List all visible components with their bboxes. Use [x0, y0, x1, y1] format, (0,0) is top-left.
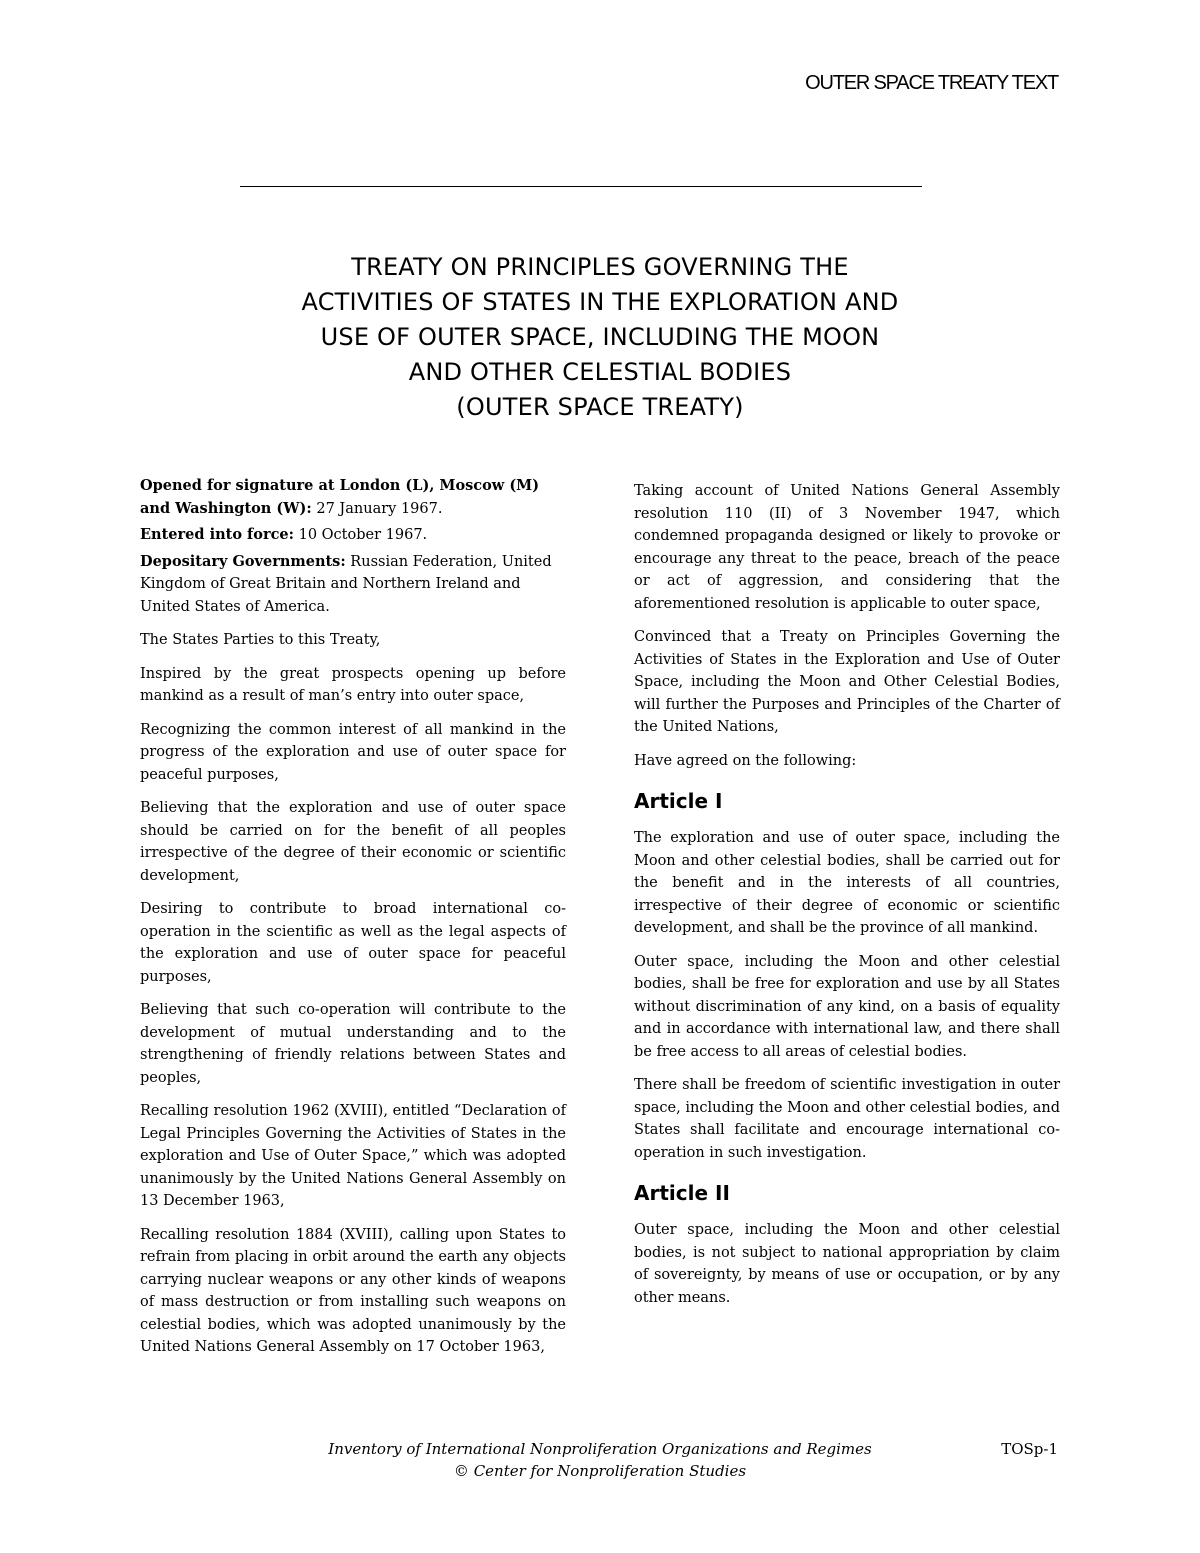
treaty-metadata [140, 475, 566, 618]
title-line: USE OF OUTER SPACE, INCLUDING THE MOON [320, 323, 880, 351]
force-label: Entered into force: [140, 526, 294, 543]
opened-label: Opened for signature at London (L), Moscow (M) and Washington (W): [140, 477, 540, 517]
preamble-paragraph: Taking account of United Nations General Assembly resolution 110 (II) of 3 November 1947, which condemned propaganda designed or likely to provoke or encourage any threat to the peace, breach of the peace or act of aggression, and considering that the aforementioned resolution is applicable to outer space, [634, 483, 1060, 612]
title-rule [240, 186, 922, 187]
page-footer [140, 1438, 1060, 1482]
preamble-paragraph: Desiring to contribute to broad international co-operation in the scientific as well as the legal aspects of the exploration and use of outer space for peaceful purposes, [140, 901, 566, 985]
title-line: TREATY ON PRINCIPLES GOVERNING THE [351, 253, 849, 281]
article-2-heading: Article II [634, 1181, 730, 1205]
preamble-paragraph: Convinced that a Treaty on Principles Governing the Activities of States in the Exploration and Use of Outer Space, including the Moon and Other Celestial Bodies, will further the Purposes and Principles of the Charter of the United Nations, [634, 629, 1060, 735]
depositary-label: Depositary Governments: [140, 552, 346, 570]
preamble-paragraph: Believing that the exploration and use of outer space should be carried on for the benefit of all peoples irrespective of the degree of their economic or scientific development, [140, 800, 566, 884]
preamble-paragraph: Have agreed on the following: [634, 752, 857, 769]
title-line: AND OTHER CELESTIAL BODIES [408, 358, 792, 386]
article-1-heading: Article I [634, 789, 723, 813]
article-2-paragraph: Outer space, including the Moon and other celestial bodies, is not subject to national appropriation by claim of sovereignty, by means of use or occupation, or by any other means. [634, 1222, 1060, 1306]
depositary-governments [140, 551, 566, 619]
article-1-paragraph: The exploration and use of outer space, including the Moon and other celestial bodies, shall be carried out for the benefit and in the interests of all countries, irrespective of their degree of economic or scientific development, and shall be the province of all mankind. [634, 830, 1060, 936]
footer-publication: Inventory of International Nonproliferation Organizations and Regimes [328, 1440, 872, 1458]
article-1-paragraph: Outer space, including the Moon and other celestial bodies, shall be free for exploration and use by all States without discrimination of any kind, on a basis of equality and in accordance with international law, and there shall be free access to all areas of celestial bodies. [634, 953, 1060, 1060]
right-column [634, 480, 1060, 1320]
title-line: (OUTER SPACE TREATY) [456, 393, 744, 421]
title-line: ACTIVITIES OF STATES IN THE EXPLORATION AND [301, 288, 899, 316]
treaty-title [180, 250, 1020, 425]
article-1-paragraph: There shall be freedom of scientific investigation in outer space, including the Moon and other celestial bodies, and States shall facilitate and encourage international co-operation in such investigation. [634, 1077, 1060, 1161]
footer-copyright: © Center for Nonproliferation Studies [453, 1462, 747, 1480]
running-head: OUTER SPACE TREATY TEXT [805, 72, 1058, 94]
preamble-paragraph: Recalling resolution 1962 (XVIII), entitled “Declaration of Legal Principles Governing the Activities of States in the exploration and Use of Outer Space,” which was adopted unanimously by the United Nations General Assembly on 13 December 1963, [140, 1103, 566, 1209]
preamble-paragraph: Recognizing the common interest of all mankind in the progress of the exploration and use of outer space for peaceful purposes, [140, 721, 566, 783]
page-number: TOSp-1 [1001, 1440, 1058, 1458]
preamble-paragraph: Inspired by the great prospects opening up before mankind as a result of man’s entry into outer space, [140, 665, 566, 704]
force-value: 10 October 1967. [294, 527, 428, 543]
opened-for-signature [140, 475, 566, 520]
preamble-paragraph: The States Parties to this Treaty, [140, 632, 381, 648]
preamble-paragraph: Recalling resolution 1884 (XVIII), calling upon States to refrain from placing in orbit around the earth any objects carrying nuclear weapons or any other kinds of weapons of mass destruction or from installing such weapons on celestial bodies, which was adopted unanimously by the United Nations General Assembly on 17 October 1963, [140, 1226, 566, 1355]
opened-value: 27 January 1967. [311, 500, 443, 517]
depositary-value: Russian Federation, United Kingdom of Great Britain and Northern Ireland and United States of America. [140, 553, 552, 615]
left-column [140, 475, 566, 1370]
preamble-paragraph: Believing that such co-operation will contribute to the development of mutual understanding and to the strengthening of friendly relations between States and peoples, [140, 1002, 566, 1086]
entered-into-force [140, 524, 566, 547]
